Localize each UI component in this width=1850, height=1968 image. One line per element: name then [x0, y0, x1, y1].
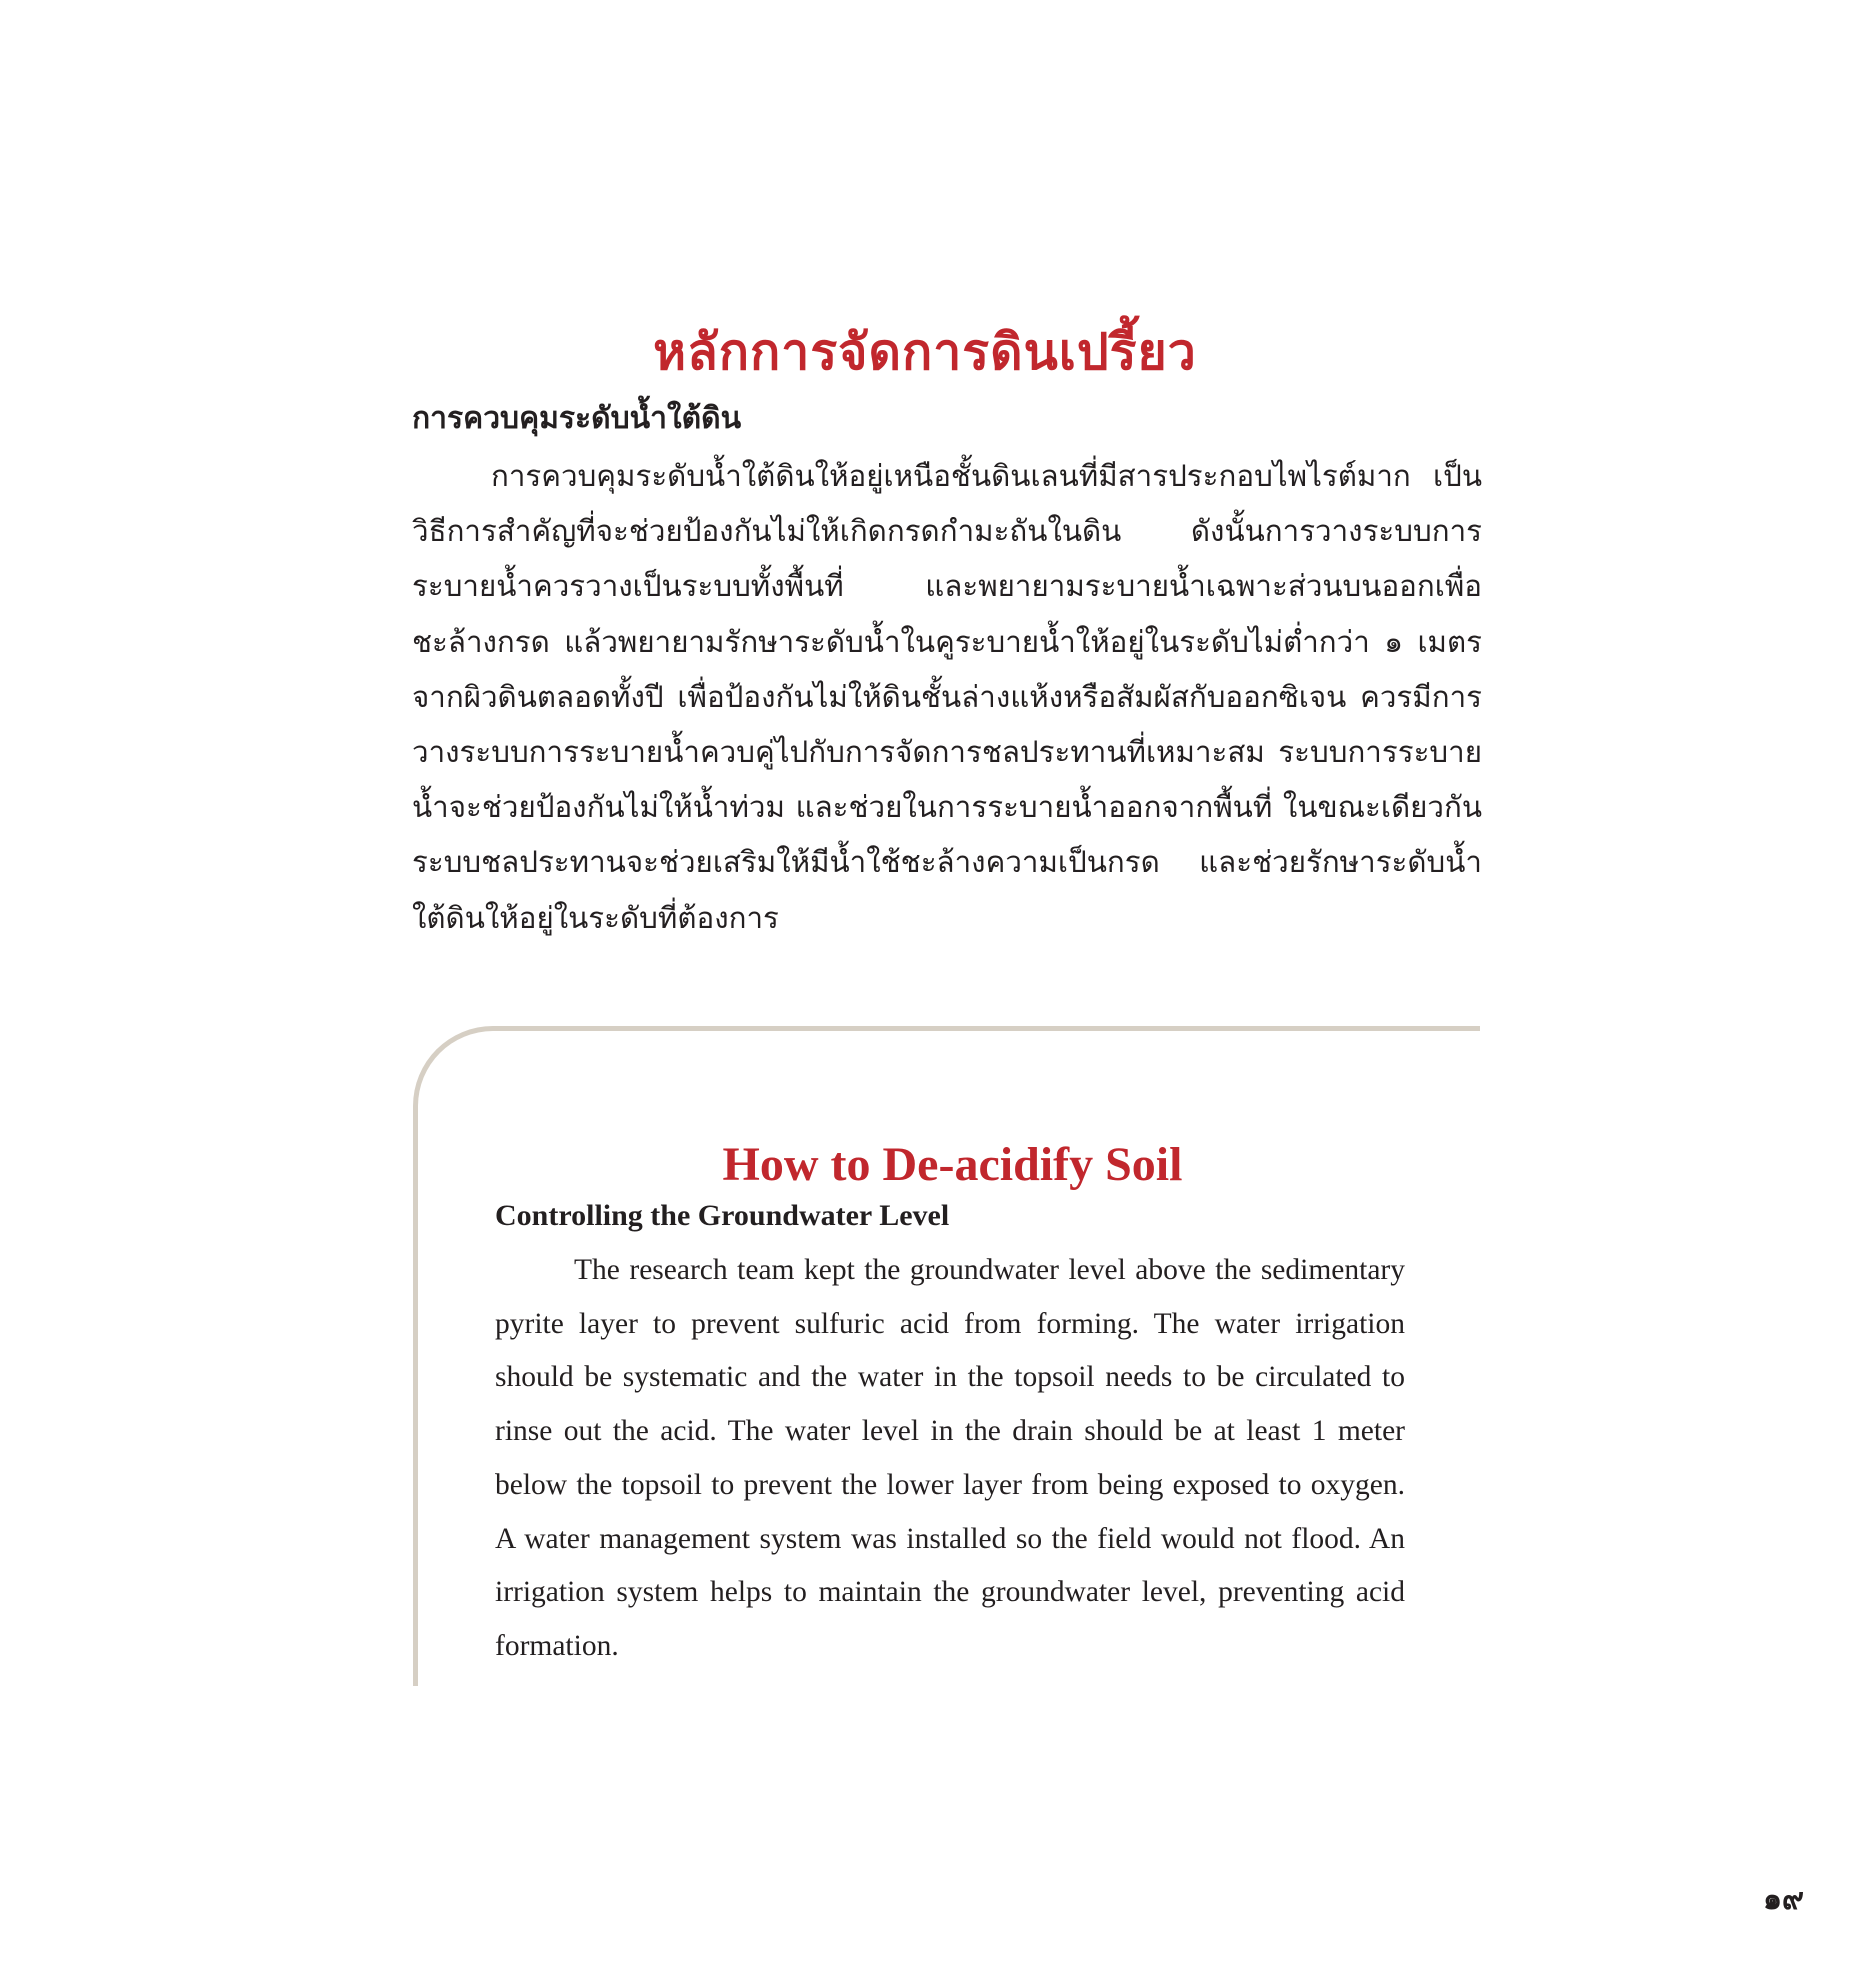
english-section-title: How to De-acidify Soil	[722, 1137, 1183, 1191]
english-section-body: The research team kept the groundwater level above the sedimentary pyrite layer to prevent sulfuric acid from forming. The water irrigation should be systematic and the water in the topsoil needs to be circulated to rinse out the acid. The water level in the drain should be at least 1 meter below the topsoil to prevent the lower layer from being exposed to oxygen. A water management system was installed so the field would not flood. An irrigation system helps to maintain the groundwater level, preventing acid formation.	[495, 1254, 1405, 1662]
thai-section-title: หลักการจัดการดินเปรี้ยว	[653, 322, 1197, 381]
thai-section-body: การควบคุมระดับน้ำใต้ดินให้อยู่เหนือชั้นดินเลนที่มีสารประกอบไพไรต์มาก เป็นวิธีการสำคัญที่จะช่วยป้องกันไม่ให้เกิดกรดกำมะถันในดิน ดังนั้นการวางระบบการระบายน้ำควรวางเป็นระบบทั้งพื้นที่ และพยายามระบายน้ำเฉพาะส่วนบนออกเพื่อชะล้างกรด แล้วพยายามรักษาระดับน้ำในคูระบายน้ำให้อยู่ในระดับไม่ต่ำกว่า ๑ เมตร จากผิวดินตลอดทั้งปี เพื่อป้องกันไม่ให้ดินชั้นล่างแห้งหรือสัมผัสกับออกซิเจน ควรมีการวางระบบการระบายน้ำควบคู่ไปกับการจัดการชลประทานที่เหมาะสม ระบบการระบายน้ำจะช่วยป้องกันไม่ให้น้ำท่วม และช่วยในการระบายน้ำออกจากพื้นที่ ในขณะเดียวกันระบบชลประทานจะช่วยเสริมให้มีน้ำใช้ชะล้างความเป็นกรด และช่วยรักษาระดับน้ำใต้ดินให้อยู่ในระดับที่ต้องการ	[412, 459, 1482, 935]
page-number: ๑๙	[1762, 1882, 1804, 1917]
english-section-subheading: Controlling the Groundwater Level	[495, 1199, 950, 1232]
thai-section-subheading: การควบคุมระดับน้ำใต้ดิน	[412, 401, 742, 436]
